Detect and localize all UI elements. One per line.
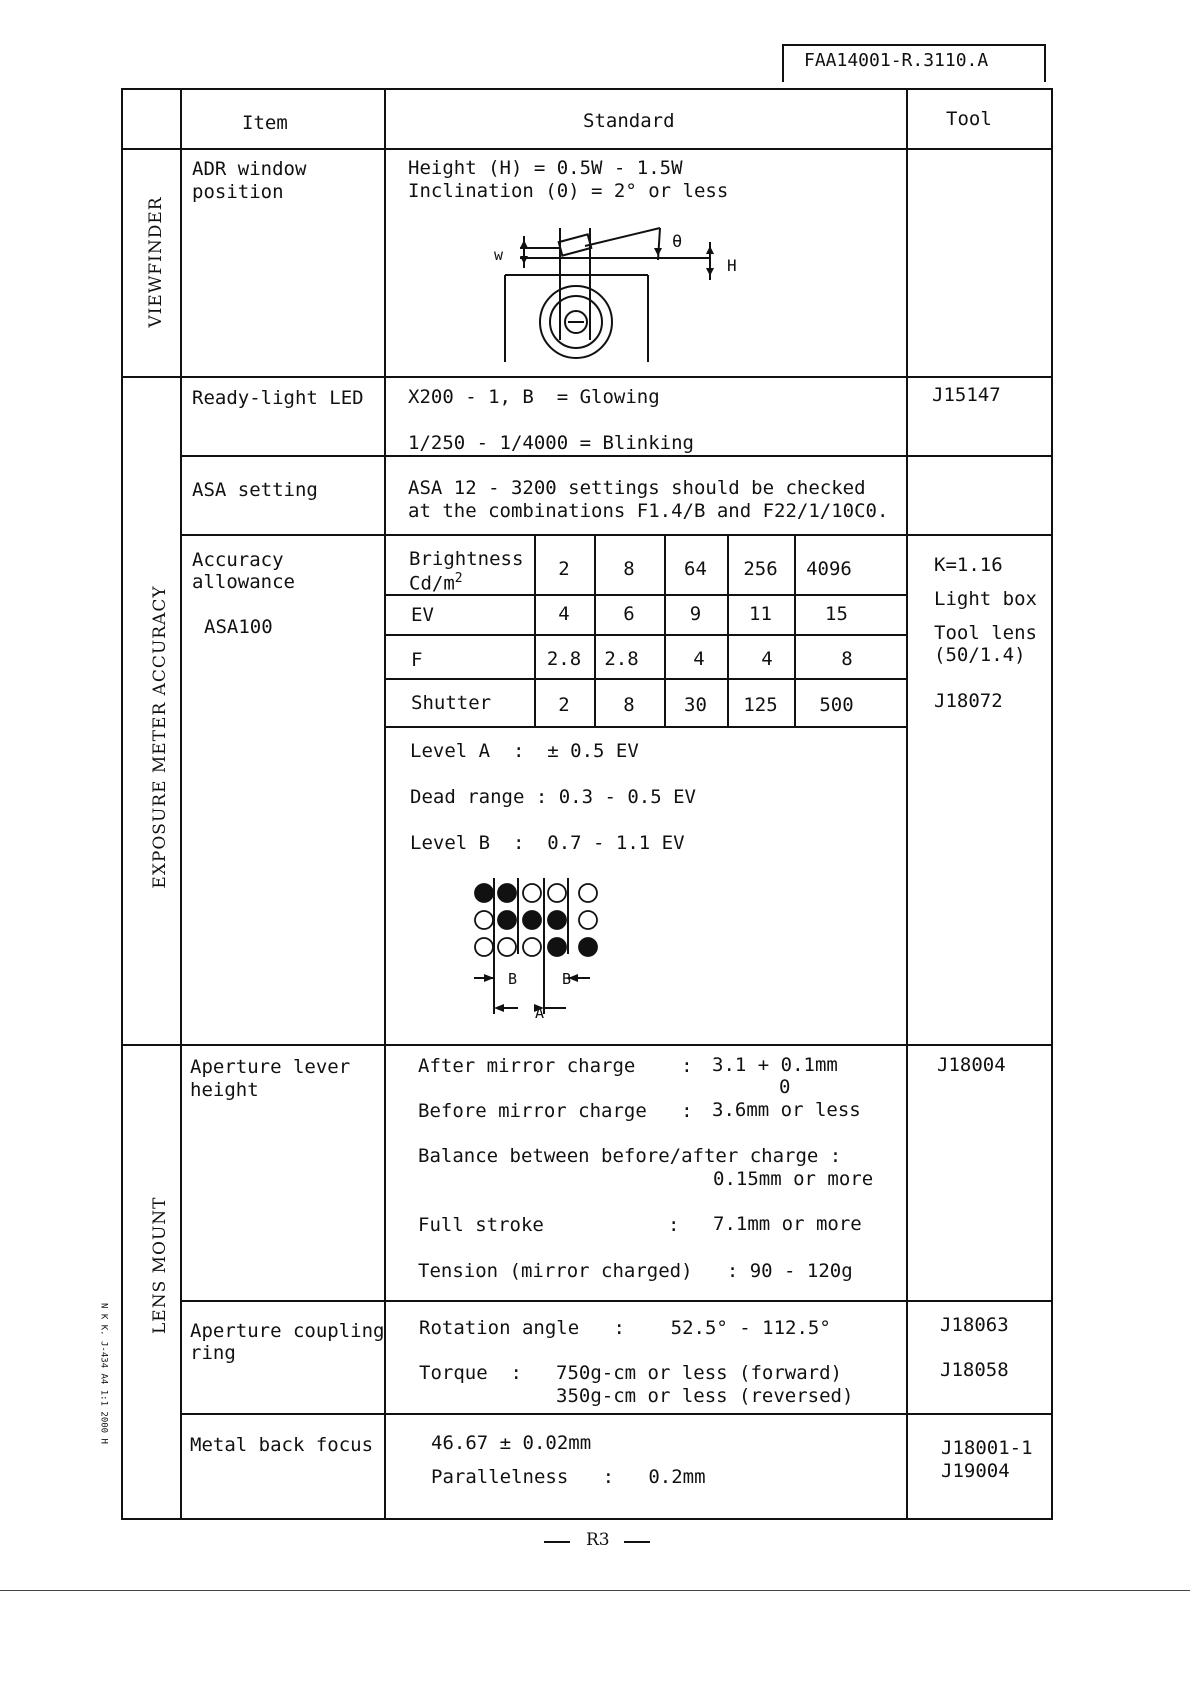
asa-item: ASA setting bbox=[192, 479, 318, 501]
back-focus-line1: 46.67 ± 0.02mm bbox=[431, 1432, 592, 1454]
adr-window-diagram bbox=[480, 220, 760, 370]
brightness-cell: 64 bbox=[684, 558, 707, 580]
level-b: Level B : 0.7 - 1.1 EV bbox=[410, 832, 685, 854]
footer-dash-right bbox=[624, 1541, 650, 1543]
f-cell: 8 bbox=[841, 648, 853, 670]
full-stroke-colon: : bbox=[668, 1214, 680, 1236]
coupling-item-line2: ring bbox=[190, 1342, 236, 1364]
tool-lens-line1: Tool lens bbox=[934, 622, 1037, 644]
margin-note: N K K. J-434 A4 1:1 2000 H bbox=[98, 1303, 109, 1444]
shutter-cell: 30 bbox=[684, 694, 707, 716]
brightness-label-line2: $Cd/m^2$ bbox=[409, 571, 463, 595]
f-cell: 4 bbox=[693, 648, 705, 670]
adr-standard-line1: Height (H) = 0.5W - 1.5W bbox=[408, 157, 683, 179]
before-mirror-charge-value: 3.6mm or less bbox=[712, 1099, 861, 1121]
ev-cell: 6 bbox=[623, 603, 635, 625]
f-cell: 2.8 bbox=[546, 648, 582, 670]
shutter-cell: 125 bbox=[743, 694, 778, 716]
balance-charge: Balance between before/after charge : bbox=[418, 1145, 842, 1167]
aperture-lever-item-line2: height bbox=[190, 1079, 259, 1101]
torque-reversed: 350g-cm or less (reversed) bbox=[556, 1385, 854, 1407]
section-lens-mount: LENS MOUNT bbox=[150, 1196, 170, 1334]
coupling-tool1: J18063 bbox=[940, 1314, 1009, 1336]
back-focus-item: Metal back focus bbox=[190, 1434, 374, 1456]
torque-forward: 750g-cm or less (forward) bbox=[556, 1362, 842, 1384]
accuracy-item-line1: Accuracy bbox=[192, 549, 284, 571]
aperture-lever-tool: J18004 bbox=[937, 1054, 1006, 1076]
full-stroke: Full stroke bbox=[418, 1214, 544, 1236]
rotation-angle: Rotation angle : 52.5° - 112.5° bbox=[419, 1317, 831, 1339]
header-tool: Tool bbox=[946, 108, 992, 130]
led-standard-line1: X200 - 1, B = Glowing bbox=[408, 386, 660, 408]
level-dot-diagram bbox=[470, 874, 610, 1024]
back-focus-tool2: J19004 bbox=[941, 1460, 1010, 1482]
accuracy-item-line3: ASA100 bbox=[204, 616, 273, 638]
section-viewfinder: VIEWFINDER bbox=[146, 196, 166, 328]
document-code: FAA14001-R.3110.A bbox=[804, 50, 989, 71]
brightness-label-line1: Brightness bbox=[409, 548, 524, 570]
adr-item-line1: ADR window bbox=[192, 158, 307, 180]
coupling-tool2: J18058 bbox=[940, 1359, 1009, 1381]
full-stroke-value: 7.1mm or more bbox=[713, 1213, 862, 1235]
after-mirror-charge-value: 3.1 + 0.1mm bbox=[712, 1054, 838, 1076]
shutter-label: Shutter bbox=[411, 692, 492, 714]
f-label: F bbox=[411, 649, 423, 671]
header-standard: Standard bbox=[583, 110, 675, 132]
dead-range: Dead range : 0.3 - 0.5 EV bbox=[410, 786, 696, 808]
page-number: R3 bbox=[586, 1530, 610, 1550]
level-a: Level A : ± 0.5 EV bbox=[410, 740, 639, 762]
asa-standard-line2: at the combinations F1.4/B and F22/1/10C0. bbox=[408, 500, 889, 522]
adr-item-line2: position bbox=[192, 181, 284, 203]
aperture-lever-item-line1: Aperture lever bbox=[190, 1056, 351, 1078]
led-tool: J15147 bbox=[932, 384, 1001, 406]
adr-fig-theta: θ bbox=[672, 232, 683, 252]
adr-fig-h: H bbox=[727, 256, 737, 275]
footer-dash-left bbox=[544, 1541, 570, 1543]
shutter-cell: 2 bbox=[558, 694, 570, 716]
ev-cell: 4 bbox=[558, 603, 570, 625]
fig-label-a: A bbox=[535, 1004, 545, 1022]
brightness-cell: 8 bbox=[623, 558, 635, 580]
section-exposure-meter-accuracy: EXPOSURE METER ACCURACY bbox=[150, 585, 170, 889]
ev-cell: 9 bbox=[689, 603, 702, 625]
brightness-cell: 2 bbox=[558, 558, 570, 580]
tool-light-box: Light box bbox=[934, 588, 1037, 610]
fig-label-b2: B bbox=[562, 970, 572, 988]
f-cell: 2.8 bbox=[604, 648, 639, 670]
fig-label-b1: B bbox=[508, 970, 518, 988]
coupling-item-line1: Aperture coupling bbox=[190, 1320, 385, 1342]
after-mirror-charge-tolerance: 0 bbox=[779, 1076, 791, 1098]
back-focus-tool1: J18001-1 bbox=[941, 1437, 1033, 1459]
led-item: Ready-light LED bbox=[192, 387, 364, 409]
led-standard-line2: 1/250 - 1/4000 = Blinking bbox=[408, 432, 694, 454]
torque-label: Torque : bbox=[419, 1362, 522, 1384]
balance-charge-value: 0.15mm or more bbox=[713, 1168, 874, 1190]
accuracy-item-line2: allowance bbox=[192, 571, 295, 593]
back-focus-line2: Parallelness : 0.2mm bbox=[431, 1466, 706, 1488]
adr-fig-w: w bbox=[494, 246, 504, 264]
bottom-rule bbox=[0, 1590, 1190, 1591]
after-mirror-charge: After mirror charge : bbox=[418, 1055, 693, 1077]
shutter-cell: 500 bbox=[819, 694, 854, 716]
shutter-cell: 8 bbox=[623, 694, 635, 716]
adr-standard-line2: Inclination (0) = 2° or less bbox=[408, 180, 729, 202]
f-cell: 4 bbox=[761, 648, 773, 670]
brightness-cell: 4096 bbox=[806, 558, 852, 580]
tool-k: K=1.16 bbox=[934, 554, 1003, 576]
asa-standard-line1: ASA 12 - 3200 settings should be checked bbox=[408, 477, 866, 499]
ev-cell: 15 bbox=[825, 603, 848, 625]
brightness-cell: 256 bbox=[743, 558, 778, 580]
tool-lens-line2: (50/1.4) bbox=[934, 644, 1026, 666]
header-item: Item bbox=[242, 112, 288, 134]
tension: Tension (mirror charged) : 90 - 120g bbox=[418, 1260, 853, 1282]
before-mirror-charge: Before mirror charge : bbox=[418, 1100, 693, 1122]
ev-cell: 11 bbox=[749, 603, 772, 625]
tool-j18072: J18072 bbox=[934, 690, 1003, 712]
ev-label: EV bbox=[411, 604, 434, 626]
